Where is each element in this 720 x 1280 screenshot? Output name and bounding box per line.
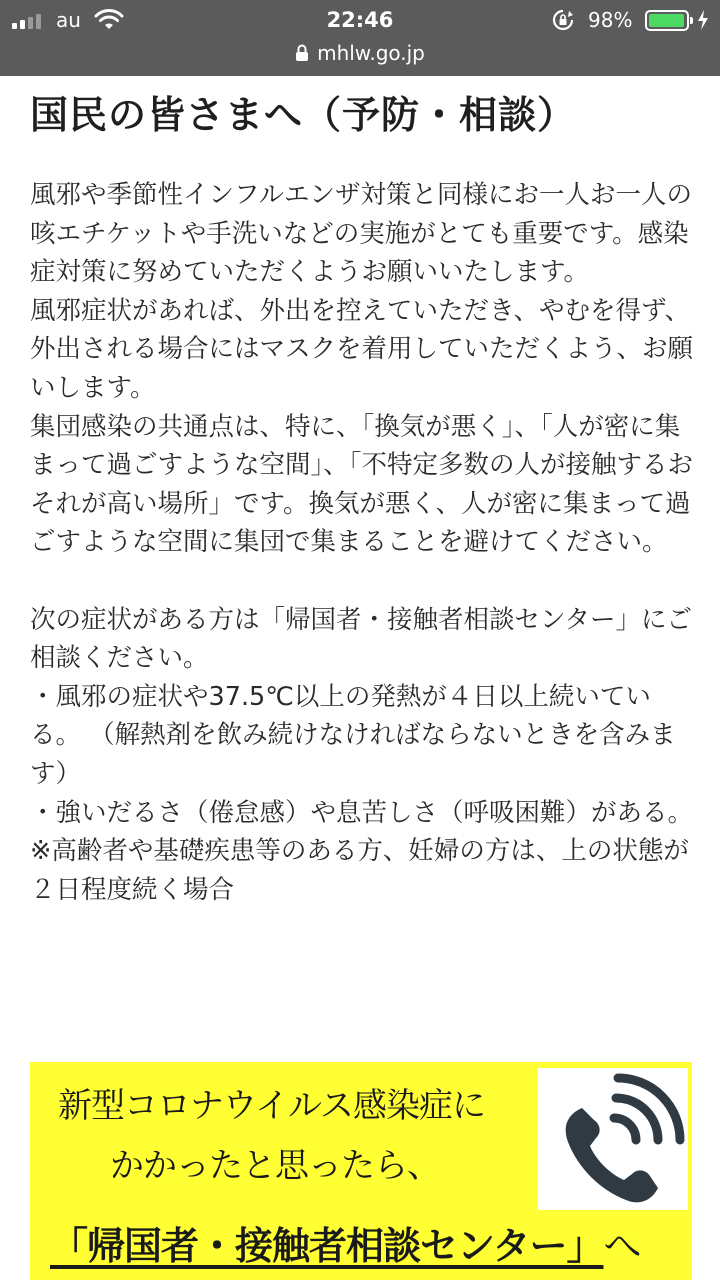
lock-icon <box>295 44 309 62</box>
banner-subline: かかったと思ったら、 <box>110 1146 440 1186</box>
phone-icon-box <box>538 1068 688 1210</box>
phone-icon <box>538 1068 688 1210</box>
browser-chrome <box>0 0 720 76</box>
consultation-center-banner[interactable] <box>30 1062 692 1280</box>
rotation-lock-icon <box>552 9 574 31</box>
battery-level <box>649 14 684 27</box>
battery-percentage: 98% <box>588 8 633 32</box>
carrier-name: au <box>56 8 81 32</box>
paragraph-cluster: 集団感染の共通点は、特に、「換気が悪く」、「人が密に集まって過ごすような空間」、「不特定多数の人が接触するおそれが高い場所」です。換気が悪く、人が密に集まって過ごすような空間に集団で集まることを避けてください。 <box>30 411 694 558</box>
note-high-risk: ※高齢者や基礎疾患等のある方、妊婦の方は、上の状態が２日程度続く場合 <box>30 836 689 905</box>
paragraph-consult-intro: 次の症状がある方は「帰国者・接触者相談センター」にご相談ください。 <box>30 604 692 674</box>
page-content <box>30 76 694 909</box>
banner-center-name: 「帰国者・接触者相談センター」 <box>50 1224 604 1268</box>
paragraph-symptoms-outing: 風邪症状があれば、外出を控えていただき、やむを得ず、外出される場合にはマスクを着用していただくよう、お願いします。 <box>30 295 694 403</box>
banner-suffix: へ <box>603 1224 641 1268</box>
address-bar[interactable] <box>0 38 720 72</box>
list-item-fatigue: ・強いだるさ（倦怠感）や息苦しさ（呼吸困難）がある。 <box>30 797 694 828</box>
paragraph-hygiene: 風邪や季節性インフルエンザ対策と同様にお一人お一人の咳エチケットや手洗いなどの実施がとても重要です。感染症対策に努めていただくようお願いいたします。 <box>30 180 692 288</box>
url-text[interactable]: mhlw.go.jp <box>317 41 425 65</box>
list-item-fever: ・風邪の症状や37.5℃以上の発熱が４日以上続いている。 （解熱剤を飲み続けなければならないときを含みます） <box>30 681 676 789</box>
page-title: 国民の皆さまへ（予防・相談） <box>30 93 577 137</box>
status-bar <box>0 0 720 40</box>
clock-time: 22:46 <box>326 8 394 32</box>
banner-headline: 新型コロナウイルス感染症に <box>58 1086 485 1126</box>
battery-icon <box>645 10 689 31</box>
charging-bolt-icon <box>697 9 709 31</box>
banner-call-to-action <box>50 1220 641 1272</box>
article-body <box>30 176 694 909</box>
